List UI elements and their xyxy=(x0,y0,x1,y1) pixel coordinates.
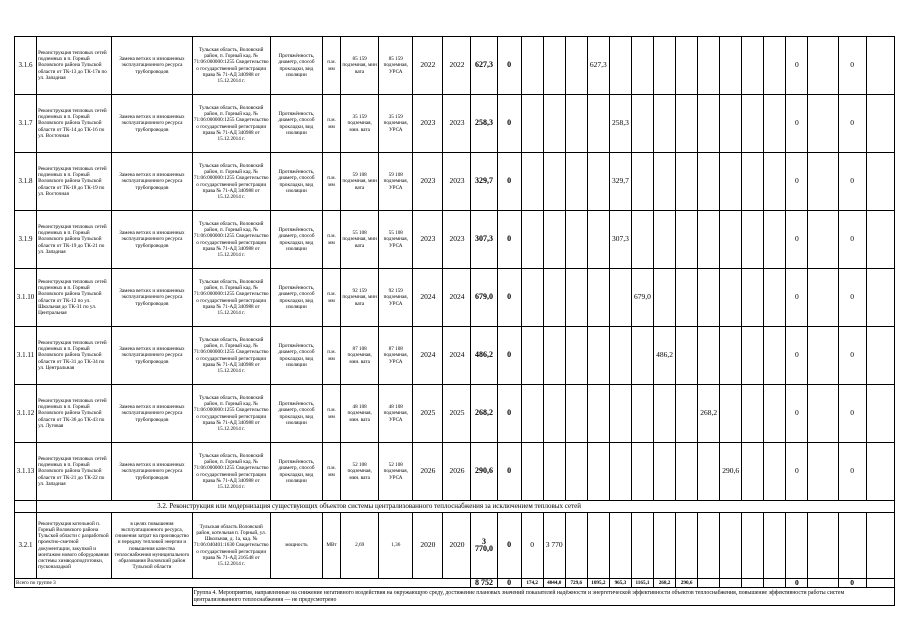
remaining-value-2: 0 xyxy=(838,443,866,501)
remaining-value: 0 xyxy=(786,443,808,501)
value-before: 55 108 подземная, мин вата xyxy=(341,211,379,269)
group-row xyxy=(15,588,895,606)
total-spent-before: 0 xyxy=(497,579,521,588)
spent-before: 0 xyxy=(497,513,521,579)
measure-purpose: Замена ветхих и изношенных эксплуатационного ресурса трубопроводов xyxy=(112,385,192,443)
value-after: 52 108 подземная, УРСА xyxy=(379,443,413,501)
table-row xyxy=(15,269,895,327)
technical-parameters: Протяжённость, диаметр, способ прокладки, вид изоляции xyxy=(270,385,322,443)
row-number: 3.1.8 xyxy=(15,153,37,211)
object-location: Тульская область, Воловский район, п. Горный кад. № 71:06:000000:1255 Свидетельство о государственной регистрации права № 71-АД 340988 от 15.12.2014 г. xyxy=(192,385,270,443)
unit: п.м. мм xyxy=(323,443,341,501)
end-year: 2023 xyxy=(443,211,471,269)
start-year: 2025 xyxy=(413,385,443,443)
section-title: 3.2. Реконструкция или модернизация существующих объектов системы централизованного теплоснабжения за исключением тепловых сетей xyxy=(37,501,895,513)
measure-purpose: в целях повышения эксплуатационного ресурса, снижения затрат на производство и передачу тепловой энергии и повышения качества теплоснабжения муниципального образования Воловский район Тульской области xyxy=(112,513,192,579)
end-year: 2020 xyxy=(443,513,471,579)
measure-name: Реконструкция тепловых сетей подземных в п. Горный Воловского района Тульской области от ТК-36 до ТК-43 по ул. Луговая xyxy=(37,385,112,443)
table-row xyxy=(15,95,895,153)
measure-purpose: Замена ветхих и изношенных эксплуатационного ресурса трубопроводов xyxy=(112,327,192,385)
remaining-value-2: 0 xyxy=(838,211,866,269)
measure-purpose: Замена ветхих и изношенных эксплуатационного ресурса трубопроводов xyxy=(112,443,192,501)
measure-name: Реконструкция тепловых сетей подземных в п. Горный Воловского района Тульской области от ТК-12 по ул. Школьная до ТК-31 по ул. Центральная xyxy=(37,269,112,327)
end-year: 2023 xyxy=(443,95,471,153)
end-year: 2024 xyxy=(443,269,471,327)
row-number: 3.2.1 xyxy=(15,513,37,579)
total-remaining-2: 0 xyxy=(838,579,866,588)
object-location: Тульская область, Воловский район, п. Горный кад. № 71:06:000000:1255 Свидетельство о государственной регистрации права № 71-АД 340988 от 15.12.2014 г. xyxy=(192,95,270,153)
remaining-value-2: 0 xyxy=(838,153,866,211)
row-number: 3.1.11 xyxy=(15,327,37,385)
spent-before: 0 xyxy=(497,327,521,385)
end-year: 2024 xyxy=(443,327,471,385)
value-before: 48 108 подземная, мин. вата xyxy=(341,385,379,443)
end-year: 2022 xyxy=(443,37,471,95)
table-row xyxy=(15,37,895,95)
measure-name: Реконструкция тепловых сетей подземных в п. Горный Воловского района Тульской области от ТК-21 до ТК-22 по ул. Западная xyxy=(37,443,112,501)
technical-parameters: Протяжённость, диаметр, способ прокладки, вид изоляции xyxy=(270,37,322,95)
year-2022-value: 627,3 xyxy=(587,37,609,95)
technical-parameters: Протяжённость, диаметр, способ прокладки, вид изоляции xyxy=(270,211,322,269)
spent-before: 0 xyxy=(497,269,521,327)
object-location: Тульская область, Воловский район, п. Горный кад. № 71:06:000000:1255 Свидетельство о государственной регистрации права № 71-АД 340988 от 15.12.2014 г. xyxy=(192,211,270,269)
remaining-value: 0 xyxy=(786,269,808,327)
table-row xyxy=(15,211,895,269)
measure-name: Реконструкция тепловых сетей подземных в п. Горный Воловского района Тульской области от ТК-19 до ТК-21 по ул. Западная xyxy=(37,211,112,269)
measure-purpose: Замена ветхих и изношенных эксплуатационного ресурса трубопроводов xyxy=(112,269,192,327)
year-2026-value: 290,6 xyxy=(720,443,742,501)
unit: п.м. мм xyxy=(323,95,341,153)
value-before: 92 159 подземная, мин вата xyxy=(341,269,379,327)
remaining-value-2: 0 xyxy=(838,385,866,443)
object-location: Тульская область Воловский район, котельная п. Горный, ул. Школьная, д. 1а, кад. № 71:06:040401:1630 Свидетельство о государственной регистрации права № 71-АД 216548 от 15.12.2014 г. xyxy=(192,513,270,579)
year-2023-value: 329,7 xyxy=(609,153,631,211)
object-location: Тульская область, Воловский район, п. Горный кад. № 71:06:000000:1255 Свидетельство о государственной регистрации права № 71-АД 340988 от 15.12.2014 г. xyxy=(192,327,270,385)
remaining-value-2: 0 xyxy=(838,327,866,385)
value-after: 59 108 подземная, УРСА xyxy=(379,153,413,211)
measure-purpose: Замена ветхих и изношенных эксплуатационного ресурса трубопроводов xyxy=(112,153,192,211)
unit: п.м. мм xyxy=(323,385,341,443)
group-4-note: Группа 4. Мероприятия, направленные на снижение негативного воздействия на окружающую среду, достижение плановых значений показателей надёжности и энергетической эффективности объектов теплоснабжения, повышение эффективности работы систем централизованного теплоснабжения — не предусмотрено xyxy=(192,588,894,606)
row-number: 3.1.9 xyxy=(15,211,37,269)
object-location: Тульская область, Воловский район, п. Горный кад. № 71:06:000000:1255 Свидетельство о государственной регистрации права № 71-АД 340988 от 15.12.2014 г. xyxy=(192,37,270,95)
remaining-value: 0 xyxy=(786,385,808,443)
remaining-value: 0 xyxy=(786,153,808,211)
unit: п.м. мм xyxy=(323,327,341,385)
total-cost: 8 752 xyxy=(471,579,497,588)
year-2023-value: 307,3 xyxy=(609,211,631,269)
total-year-b: 4044,0 xyxy=(543,579,565,588)
year-2023-value: 258,3 xyxy=(609,95,631,153)
remaining-value-2: 0 xyxy=(838,37,866,95)
value-before: 52 108 подземная, мин. вата xyxy=(341,443,379,501)
total-cost: 679,0 xyxy=(471,269,497,327)
measure-purpose: Замена ветхих и изношенных эксплуатационного ресурса трубопроводов xyxy=(112,211,192,269)
total-year-f: 1165,1 xyxy=(631,579,653,588)
unit: п.м. мм xyxy=(323,37,341,95)
spent-before: 0 xyxy=(497,95,521,153)
total-cost: 486,2 xyxy=(471,327,497,385)
start-year: 2024 xyxy=(413,269,443,327)
table-row xyxy=(15,443,895,501)
unit: п.м. мм xyxy=(323,211,341,269)
spent-before: 0 xyxy=(497,153,521,211)
spent-before: 0 xyxy=(497,443,521,501)
value-after: 85 159 подземная, УРСА xyxy=(379,37,413,95)
remaining-value-2: 0 xyxy=(838,269,866,327)
technical-parameters: Протяжённость, диаметр, способ прокладки, вид изоляции xyxy=(270,269,322,327)
table-row xyxy=(15,153,895,211)
section-row xyxy=(15,501,895,513)
technical-parameters: Протяжённость, диаметр, способ прокладки, вид изоляции xyxy=(270,327,322,385)
remaining-value: 0 xyxy=(786,211,808,269)
start-year: 2026 xyxy=(413,443,443,501)
technical-parameters: мощность xyxy=(270,513,322,579)
object-location: Тульская область, Воловский район, п. Горный кад. № 71:06:000000:1255 Свидетельство о государственной регистрации права № 71-АД 340988 от 15.12.2014 г. xyxy=(192,153,270,211)
measure-name: Реконструкция тепловых сетей подземных в п. Горный Воловского района Тульской области от ТК-18 до ТК-19 по ул. Восточная xyxy=(37,153,112,211)
start-year: 2023 xyxy=(413,153,443,211)
total-row xyxy=(15,579,895,588)
row-number: 3.1.13 xyxy=(15,443,37,501)
measures-table xyxy=(14,36,895,606)
total-year-d: 1095,2 xyxy=(587,579,609,588)
remaining-value: 0 xyxy=(786,37,808,95)
total-year-e: 965,3 xyxy=(609,579,631,588)
end-year: 2023 xyxy=(443,153,471,211)
total-year-h: 290,6 xyxy=(676,579,698,588)
value-after: 92 159 подземная, УРСА xyxy=(379,269,413,327)
row-number: 3.1.12 xyxy=(15,385,37,443)
value-before: 87 108 подземная, мин. вата xyxy=(341,327,379,385)
remaining-value: 0 xyxy=(786,327,808,385)
start-year: 2022 xyxy=(413,37,443,95)
measure-name: Реконструкция котельной п. Горный Воловского района Тульской области с разработкой проектно-сметной документации, закупкой и монтажом нового оборудования системы химводоподготовки, пусконаладкой xyxy=(37,513,112,579)
object-location: Тульская область, Воловский район, п. Горный кад. № 71:06:000000:1255 Свидетельство о государственной регистрации права № 71-АД 340988 от 15.12.2014 г. xyxy=(192,443,270,501)
measure-name: Реконструкция тепловых сетей подземных в п. Горный Воловского района Тульской области от ТК-13 до ТК-17в по ул. Западная xyxy=(37,37,112,95)
value-after: 55 108 подземная, УРСА xyxy=(379,211,413,269)
table-row xyxy=(15,327,895,385)
measure-purpose: Замена ветхих и изношенных эксплуатационного ресурса трубопроводов xyxy=(112,37,192,95)
value-before: 85 159 подземная, мин вата xyxy=(341,37,379,95)
year-2020-value: 3 770 xyxy=(543,513,565,579)
start-year: 2024 xyxy=(413,327,443,385)
technical-parameters: Протяжённость, диаметр, способ прокладки, вид изоляции xyxy=(270,153,322,211)
total-cost: 307,3 xyxy=(471,211,497,269)
end-year: 2026 xyxy=(443,443,471,501)
spent-before: 0 xyxy=(497,37,521,95)
total-remaining: 0 xyxy=(786,579,808,588)
year-2019-value: 0 xyxy=(521,513,543,579)
spent-before: 0 xyxy=(497,211,521,269)
measure-purpose: Замена ветхих и изношенных эксплуатационного ресурса трубопроводов xyxy=(112,95,192,153)
start-year: 2023 xyxy=(413,95,443,153)
start-year: 2023 xyxy=(413,211,443,269)
value-before: 59 108 подземная, мин вата xyxy=(341,153,379,211)
year-2024-value: 679,0 xyxy=(631,269,653,327)
table-row xyxy=(15,513,895,579)
year-2024-value: 486,2 xyxy=(654,327,676,385)
total-year-c: 729,6 xyxy=(565,579,587,588)
value-before: 35 159 подземная, мин. вата xyxy=(341,95,379,153)
remaining-value-2: 0 xyxy=(838,95,866,153)
value-before: 2,69 xyxy=(341,513,379,579)
row-number: 3.1.7 xyxy=(15,95,37,153)
unit: п.м. мм xyxy=(323,269,341,327)
spent-before: 0 xyxy=(497,385,521,443)
row-number: 3.1.10 xyxy=(15,269,37,327)
total-cost: 290,6 xyxy=(471,443,497,501)
table-row xyxy=(15,385,895,443)
value-after: 35 159 подземная, УРСА xyxy=(379,95,413,153)
total-cost: 258,3 xyxy=(471,95,497,153)
technical-parameters: Протяжённость, диаметр, способ прокладки, вид изоляции xyxy=(270,443,322,501)
total-cost: 268,2 xyxy=(471,385,497,443)
measure-name: Реконструкция тепловых сетей подземных в п. Горный Воловского района Тульской области от ТК-14 до ТК-16 по ул. Восточная xyxy=(37,95,112,153)
total-year-a: 174,2 xyxy=(521,579,543,588)
unit: МВт xyxy=(323,513,341,579)
investment-program-table-sheet xyxy=(14,36,895,606)
row-number: 3.1.6 xyxy=(15,37,37,95)
unit: п.м. мм xyxy=(323,153,341,211)
technical-parameters: Протяжённость, диаметр, способ прокладки, вид изоляции xyxy=(270,95,322,153)
total-label: Всего по группе 3 xyxy=(15,579,471,588)
value-after: 48 108 подземная, УРСА xyxy=(379,385,413,443)
total-year-g: 268,2 xyxy=(654,579,676,588)
total-cost: 329,7 xyxy=(471,153,497,211)
year-2025-value: 268,2 xyxy=(698,385,720,443)
remaining-value: 0 xyxy=(786,95,808,153)
total-cost: 627,3 xyxy=(471,37,497,95)
object-location: Тульская область, Воловский район, п. Горный кад. № 71:06:000000:1255 Свидетельство о государственной регистрации права № 71-АД 340988 от 15.12.2014 г. xyxy=(192,269,270,327)
value-after: 87 108 подземная, УРСА xyxy=(379,327,413,385)
start-year: 2020 xyxy=(413,513,443,579)
value-after: 1,36 xyxy=(379,513,413,579)
total-cost: 3 770,0 xyxy=(471,513,497,579)
measure-name: Реконструкция тепловых сетей подземных в п. Горный Воловского района Тульской области от ТК-31 до ТК-34 по ул. Центральная xyxy=(37,327,112,385)
end-year: 2025 xyxy=(443,385,471,443)
